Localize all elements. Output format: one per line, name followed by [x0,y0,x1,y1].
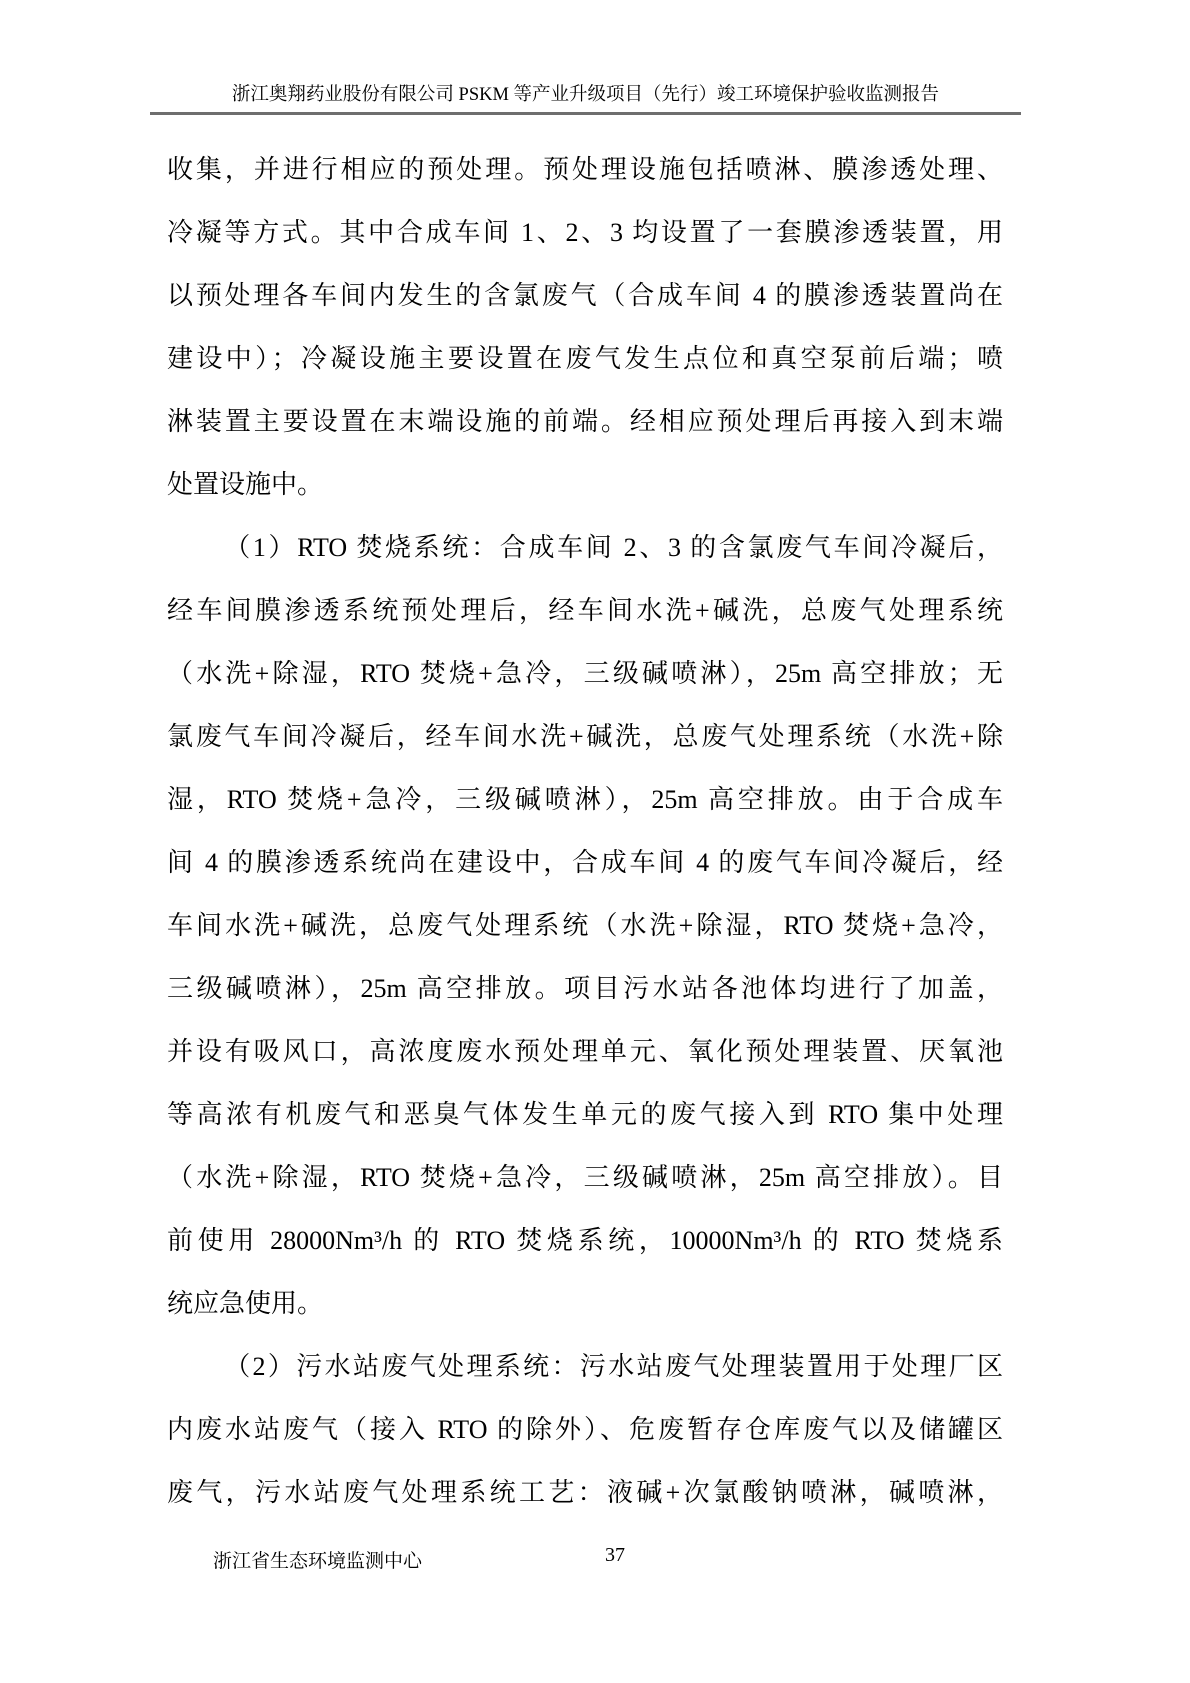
text-line: 湿，RTO 焚烧+急冷，三级碱喷淋），25m 高空排放。由于合成车 [167,785,1003,814]
header-title: 浙江奥翔药业股份有限公司 PSKM 等产业升级项目（先行）竣工环境保护验收监测报告 [231,85,940,105]
text-line: 经车间膜渗透系统预处理后，经车间水洗+碱洗，总废气处理系统 [167,596,1003,625]
text-line: 前使用 28000Nm³/h 的 RTO 焚烧系统，10000Nm³/h 的 RTO 焚烧系 [167,1226,1003,1255]
text-line: 并设有吸风口，高浓度废水预处理单元、氧化预处理装置、厌氧池 [167,1037,1003,1066]
text-line: 处置设施中。 [167,470,324,499]
text-line: 统应急使用。 [167,1289,324,1318]
text-line: 收集，并进行相应的预处理。预处理设施包括喷淋、膜渗透处理、 [167,155,1003,184]
text-line: 等高浓有机废气和恶臭气体发生单元的废气接入到 RTO 集中处理 [167,1100,1003,1129]
text-line: 氯废气车间冷凝后，经车间水洗+碱洗，总废气处理系统（水洗+除 [167,722,1003,751]
text-line: 废气，污水站废气处理系统工艺：液碱+次氯酸钠喷淋，碱喷淋， [167,1478,1003,1507]
text-line: 间 4 的膜渗透系统尚在建设中，合成车间 4 的废气车间冷凝后，经 [167,848,1003,877]
text-line: （2）污水站废气处理系统：污水站废气处理装置用于处理厂区 [224,1352,1003,1381]
text-line: 以预处理各车间内发生的含氯废气（合成车间 4 的膜渗透装置尚在 [167,281,1003,310]
footer-page-number: 37 [605,1544,625,1566]
text-line: 淋装置主要设置在末端设施的前端。经相应预处理后再接入到末端 [167,407,1003,436]
text-line: 三级碱喷淋），25m 高空排放。项目污水站各池体均进行了加盖， [167,974,1003,1003]
text-line: 建设中）；冷凝设施主要设置在废气发生点位和真空泵前后端；喷 [167,344,1003,373]
text-line: （水洗+除湿，RTO 焚烧+急冷，三级碱喷淋），25m 高空排放；无 [167,659,1003,688]
text-line: （水洗+除湿，RTO 焚烧+急冷，三级碱喷淋，25m 高空排放）。目 [167,1163,1003,1192]
text-line: 冷凝等方式。其中合成车间 1、2、3 均设置了一套膜渗透装置，用 [167,218,1003,247]
text-line: 车间水洗+碱洗，总废气处理系统（水洗+除湿，RTO 焚烧+急冷， [167,911,1003,940]
footer-organization: 浙江省生态环境监测中心 [213,1551,423,1572]
header-rule [150,112,1021,115]
page-header [150,84,1021,115]
page-footer [0,1542,1190,1576]
text-line: 内废水站废气（接入 RTO 的除外）、危废暂存仓库废气以及储罐区 [167,1415,1003,1444]
text-line: （1）RTO 焚烧系统：合成车间 2、3 的含氯废气车间冷凝后， [224,533,1003,562]
document-body [167,138,1003,1524]
